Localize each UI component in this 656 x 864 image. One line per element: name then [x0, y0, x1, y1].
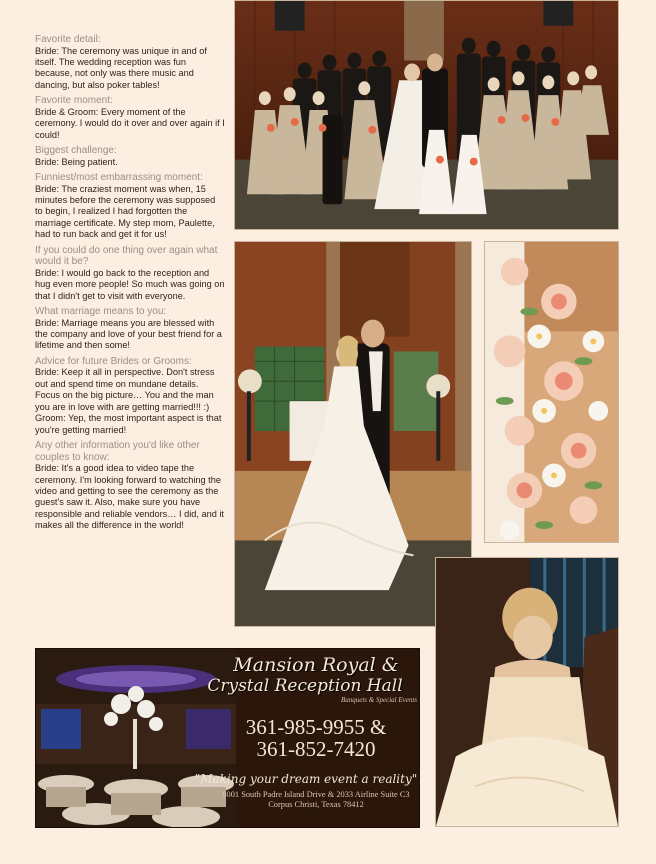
qa-answer: Bride: The ceremony was unique in and of itself. The wedding reception was fun because, not only was there music and dancing, but also poker tables! — [35, 45, 207, 90]
qa-question: Favorite moment: — [35, 95, 113, 107]
qa-block — [35, 172, 225, 241]
qa-answer: Bride: I would go back to the reception and hug even more people! So much was going on that I didn't get to visit with everyone. — [35, 267, 225, 301]
ad-phone-1: 361-985-9955 & — [245, 715, 387, 739]
qa-block — [35, 245, 225, 302]
qa-block — [35, 356, 225, 436]
interview-column — [35, 34, 225, 536]
sugar-flowers-photo — [484, 241, 619, 543]
wedding-party-photo — [234, 0, 619, 230]
qa-question: What marriage means to you: — [35, 306, 167, 318]
bride-portrait-image — [436, 558, 618, 826]
ad-tagline: Banquets & Special Events — [340, 696, 417, 704]
qa-block — [35, 95, 225, 141]
ad-phone-2: 361-852-7420 — [256, 737, 376, 761]
qa-answer: Bride: The craziest moment was when, 15 minutes before the ceremony was supposed to begin, I realized I had forgotten the marriage certificate. My step mom, Paulette, had to run back and get it for us! — [35, 183, 216, 240]
qa-answer: Bride: Being patient. — [35, 156, 118, 167]
qa-block — [35, 306, 225, 352]
qa-question: Biggest challenge: — [35, 145, 117, 157]
qa-block — [35, 34, 225, 91]
qa-question: Any other information you'd like other couples to know: — [35, 439, 200, 463]
ad-address-line2: Corpus Christi, Texas 78412 — [268, 800, 364, 809]
qa-block — [35, 440, 225, 532]
mansion-royal-ad — [35, 648, 420, 828]
qa-block — [35, 145, 225, 168]
ad-venue-name-line1: Mansion Royal & — [233, 654, 399, 676]
qa-question: Funniest/most embarrassing moment: — [35, 172, 203, 184]
qa-question: If you could do one thing over again what would it be? — [35, 244, 218, 268]
sugar-flowers-image — [485, 242, 618, 542]
ad-text-block — [194, 654, 420, 810]
qa-answer: Bride: It's a good idea to video tape the ceremony. I'm looking forward to watching the video and getting to see the ceremony as the guest's saw it. Also, make sure you have responsible and reliable vendors… I did, and it makes all the difference in the world! — [35, 463, 224, 531]
qa-answer: Bride: Keep it all in perspective. Don't stress out and spend time on mundane details. Focus on the big picture… You and the man you are in love with are getting married!!! :) Groom: Yep, the most important aspect is that you're getting married! — [35, 367, 222, 435]
ad-slogan: "Making your dream event a reality" — [194, 772, 418, 786]
qa-question: Favorite detail: — [35, 34, 101, 45]
bride-portrait-photo — [435, 557, 619, 827]
qa-question: Advice for future Brides or Grooms: — [35, 355, 192, 367]
ad-venue-name-line2: Crystal Reception Hall — [207, 676, 403, 696]
qa-answer: Bride & Groom: Every moment of the ceremony. I would do it over and over again if I could! — [35, 106, 225, 140]
wedding-party-image — [235, 1, 618, 229]
qa-answer: Bride: Marriage means you are blessed with the company and love of your best friend for a lifetime and then some! — [35, 317, 222, 351]
ad-address-line1: 8001 South Padre Island Drive & 2033 Airline Suite C3 — [222, 790, 410, 799]
